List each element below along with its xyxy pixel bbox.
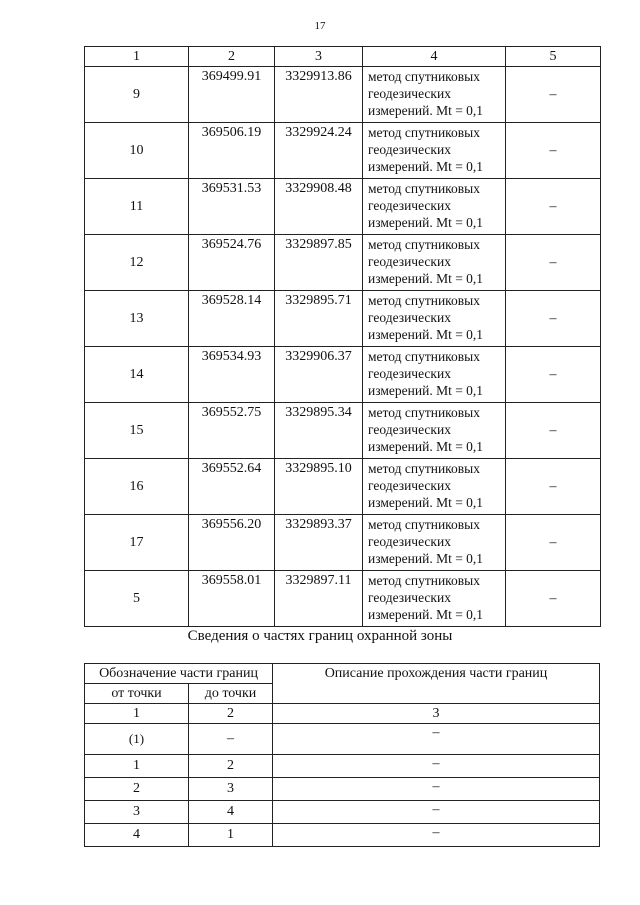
table-row: [85, 515, 601, 571]
coord-y: 3329895.34: [275, 403, 363, 459]
method-line: измерений. Mt = 0,1: [368, 495, 484, 510]
method-line: метод спутниковых: [368, 293, 480, 308]
point-number: 11: [85, 179, 189, 235]
note-cell: –: [506, 291, 601, 347]
table-row: [85, 755, 600, 778]
point-number: 15: [85, 403, 189, 459]
method-line: геодезических: [368, 590, 451, 605]
method-description: [363, 459, 506, 515]
method-description: [363, 123, 506, 179]
method-description: [363, 67, 506, 123]
boundary-parts-table: [84, 663, 600, 847]
point-number: 14: [85, 347, 189, 403]
point-number: 16: [85, 459, 189, 515]
method-line: геодезических: [368, 86, 451, 101]
method-line: геодезических: [368, 422, 451, 437]
method-line: метод спутниковых: [368, 125, 480, 140]
note-cell: –: [506, 403, 601, 459]
method-line: метод спутниковых: [368, 237, 480, 252]
method-line: измерений. Mt = 0,1: [368, 271, 484, 286]
coord-x: 369534.93: [189, 347, 275, 403]
col-header-4: 4: [363, 47, 506, 67]
point-number: 13: [85, 291, 189, 347]
method-line: геодезических: [368, 534, 451, 549]
method-line: геодезических: [368, 142, 451, 157]
coord-y: 3329913.86: [275, 67, 363, 123]
method-line: измерений. Mt = 0,1: [368, 327, 484, 342]
method-line: метод спутниковых: [368, 517, 480, 532]
to-point: 2: [189, 755, 273, 778]
section-title: Сведения о частях границ охранной зоны: [187, 628, 453, 644]
note-cell: –: [506, 347, 601, 403]
header-group: Обозначение части границ: [85, 664, 273, 684]
method-line: геодезических: [368, 366, 451, 381]
to-point: 3: [189, 778, 273, 801]
method-line: метод спутниковых: [368, 349, 480, 364]
method-line: геодезических: [368, 310, 451, 325]
method-line: измерений. Mt = 0,1: [368, 607, 484, 622]
method-line: метод спутниковых: [368, 181, 480, 196]
note-cell: –: [506, 67, 601, 123]
method-line: измерений. Mt = 0,1: [368, 551, 484, 566]
coord-x: 369552.75: [189, 403, 275, 459]
method-description: [363, 235, 506, 291]
coord-x: 369556.20: [189, 515, 275, 571]
header-description: Описание прохождения части границ: [273, 664, 600, 704]
method-line: измерений. Mt = 0,1: [368, 215, 484, 230]
header-to: до точки: [189, 684, 273, 704]
point-number: 17: [85, 515, 189, 571]
method-line: геодезических: [368, 478, 451, 493]
point-number: 9: [85, 67, 189, 123]
coord-x: 369499.91: [189, 67, 275, 123]
method-description: [363, 515, 506, 571]
from-point: 4: [85, 824, 189, 847]
note-cell: –: [506, 571, 601, 627]
to-point: –: [189, 724, 273, 755]
table-row: [85, 801, 600, 824]
coord-x: 369558.01: [189, 571, 275, 627]
table-row: [85, 459, 601, 515]
coord-y: 3329895.10: [275, 459, 363, 515]
method-description: [363, 571, 506, 627]
coord-x: 369552.64: [189, 459, 275, 515]
part-description: –: [273, 801, 600, 824]
coord-y: 3329908.48: [275, 179, 363, 235]
page-number: 17: [314, 20, 326, 32]
coord-y: 3329906.37: [275, 347, 363, 403]
part-description: –: [273, 824, 600, 847]
note-cell: –: [506, 459, 601, 515]
method-line: метод спутниковых: [368, 69, 480, 84]
to-point: 4: [189, 801, 273, 824]
table-row: [85, 403, 601, 459]
coord-y: 3329924.24: [275, 123, 363, 179]
table-row: [85, 724, 600, 755]
coordinates-header-row: [85, 47, 601, 67]
note-cell: –: [506, 123, 601, 179]
colnum-3: 3: [273, 704, 600, 724]
coord-x: 369524.76: [189, 235, 275, 291]
part-description: –: [273, 778, 600, 801]
coord-y: 3329893.37: [275, 515, 363, 571]
method-line: метод спутниковых: [368, 405, 480, 420]
table-row: [85, 235, 601, 291]
method-description: [363, 347, 506, 403]
method-description: [363, 291, 506, 347]
parts-colnum-row: [85, 704, 600, 724]
coord-x: 369506.19: [189, 123, 275, 179]
colnum-1: 1: [85, 704, 189, 724]
coord-y: 3329897.85: [275, 235, 363, 291]
method-line: геодезических: [368, 254, 451, 269]
part-description: –: [273, 755, 600, 778]
table-row: [85, 291, 601, 347]
coord-x: 369531.53: [189, 179, 275, 235]
table-row: [85, 347, 601, 403]
table-row: [85, 179, 601, 235]
from-point: 1: [85, 755, 189, 778]
col-header-2: 2: [189, 47, 275, 67]
col-header-3: 3: [275, 47, 363, 67]
col-header-1: 1: [85, 47, 189, 67]
from-point: 3: [85, 801, 189, 824]
part-description: –: [273, 724, 600, 755]
table-row: [85, 571, 601, 627]
to-point: 1: [189, 824, 273, 847]
method-description: [363, 179, 506, 235]
note-cell: –: [506, 515, 601, 571]
method-line: измерений. Mt = 0,1: [368, 159, 484, 174]
coord-y: 3329895.71: [275, 291, 363, 347]
table-row: [85, 824, 600, 847]
col-header-5: 5: [506, 47, 601, 67]
method-line: геодезических: [368, 198, 451, 213]
parts-header-row: [85, 664, 600, 684]
coord-x: 369528.14: [189, 291, 275, 347]
method-line: метод спутниковых: [368, 461, 480, 476]
from-point: (1): [85, 724, 189, 755]
colnum-2: 2: [189, 704, 273, 724]
point-number: 5: [85, 571, 189, 627]
note-cell: –: [506, 235, 601, 291]
method-line: измерений. Mt = 0,1: [368, 439, 484, 454]
table-row: [85, 67, 601, 123]
coordinates-table: [84, 46, 601, 627]
point-number: 12: [85, 235, 189, 291]
note-cell: –: [506, 179, 601, 235]
header-from: от точки: [85, 684, 189, 704]
method-line: метод спутниковых: [368, 573, 480, 588]
from-point: 2: [85, 778, 189, 801]
method-line: измерений. Mt = 0,1: [368, 383, 484, 398]
coord-y: 3329897.11: [275, 571, 363, 627]
method-line: измерений. Mt = 0,1: [368, 103, 484, 118]
point-number: 10: [85, 123, 189, 179]
method-description: [363, 403, 506, 459]
table-row: [85, 123, 601, 179]
table-row: [85, 778, 600, 801]
